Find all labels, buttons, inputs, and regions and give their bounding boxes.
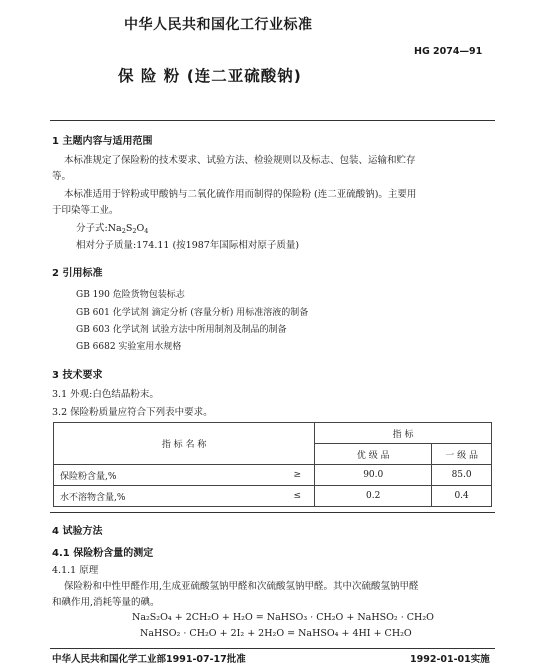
org-title: 中华人民共和国化工行业标准 <box>124 17 313 33</box>
molecular-formula: 分子式$:Na_2S_2O_4$ <box>76 223 149 235</box>
row-premium-value: 0.2 <box>315 486 432 507</box>
row-first-value: 0.4 <box>432 486 492 507</box>
principle-paragraph-cont: 和碘作用,消耗等量的碘。 <box>52 597 160 608</box>
document-title: 保 险 粉 (连二亚硫酸钠) <box>118 67 302 85</box>
reference-item: GB 603 化学试剂 试验方法中所用制剂及制品的制备 <box>76 325 287 335</box>
header-index: 指 标 <box>315 423 492 444</box>
standard-code: HG 2074—91 <box>414 46 483 57</box>
header-premium-grade: 优 级 品 <box>315 444 432 465</box>
header-item-name: 指 标 名 称 <box>54 423 315 465</box>
section-1-paragraph-2: 本标准适用于锌粉或甲酸钠与二氧化硫作用而制得的保险粉 (连二亚硫酸钠)。主要用 <box>64 189 417 200</box>
implementation-date: 1992-01-01实施 <box>410 654 490 665</box>
reaction-equation-1: Na₂S₂O₄ + 2CH₂O + H₂O = NaHSO₃ · CH₂O + NaHSO₂ · CH₂O <box>132 612 434 623</box>
section-1-paragraph-1: 本标准规定了保险粉的技术要求、试验方法、检验规则以及标志、包装、运输和贮存 <box>64 155 416 166</box>
section-3-2: 3.2 保险粉质量应符合下列表中要求。 <box>52 407 213 418</box>
section-1-paragraph-2-cont: 于印染等工业。 <box>52 205 119 216</box>
row-name: 保险粉含量,% <box>54 465 281 486</box>
principle-paragraph: 保险粉和中性甲醛作用,生成亚硫酸氢钠甲醛和次硫酸氢钠甲醛。其中次硫酸氢钠甲醛 <box>64 581 419 592</box>
section-2-heading: 2 引用标准 <box>52 268 103 279</box>
header-first-grade: 一 级 品 <box>432 444 492 465</box>
section-3-1: 3.1 外观:白色结晶粉末。 <box>52 389 159 400</box>
quality-table <box>53 422 492 507</box>
row-premium-value: 90.0 <box>315 465 432 486</box>
reference-item: GB 6682 实验室用水规格 <box>76 342 182 352</box>
molecular-mass: 相对分子质量:174.11 (按1987年国际相对原子质量) <box>76 240 300 251</box>
row-first-value: 85.0 <box>432 465 492 486</box>
reference-item: GB 190 危险货物包装标志 <box>76 290 185 300</box>
row-name: 水不溶物含量,% <box>54 486 281 507</box>
row-operator: ≤ <box>280 486 315 507</box>
section-4-heading: 4 试验方法 <box>52 526 103 537</box>
row-operator: ≥ <box>280 465 315 486</box>
table-row <box>54 465 492 486</box>
footer-divider <box>50 648 495 649</box>
section-4-1-heading: 4.1 保险粉含量的测定 <box>52 548 154 559</box>
section-1-paragraph-1-cont: 等。 <box>52 171 72 182</box>
title-divider <box>50 120 495 121</box>
section-4-1-1-heading: 4.1.1 原理 <box>52 565 99 576</box>
table-bottom-rule <box>50 512 495 513</box>
reference-item: GB 601 化学试剂 滴定分析 (容量分析) 用标准溶液的制备 <box>76 308 309 318</box>
section-1-heading: 1 主题内容与适用范围 <box>52 136 153 147</box>
reaction-equation-2: NaHSO₂ · CH₂O + 2I₂ + 2H₂O = NaHSO₄ + 4HI + CH₂O <box>140 628 412 639</box>
table-row <box>54 486 492 507</box>
section-3-heading: 3 技术要求 <box>52 370 103 381</box>
approval-date: 中华人民共和国化学工业部1991-07-17批准 <box>52 654 246 665</box>
